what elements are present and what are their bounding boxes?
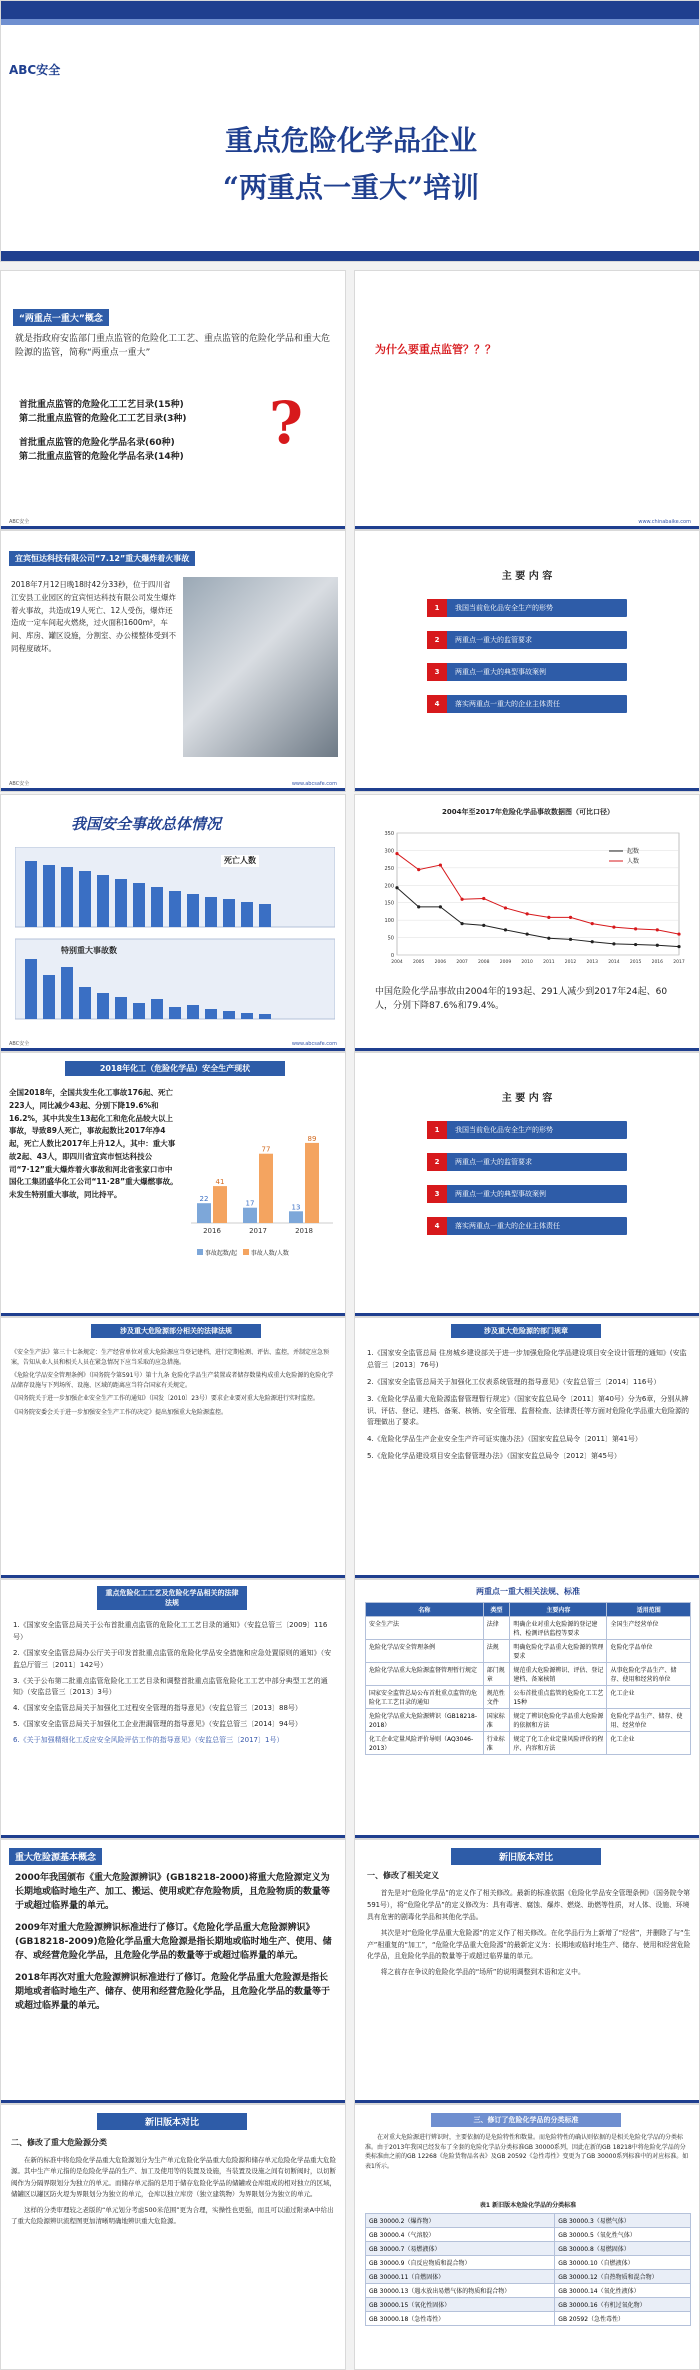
table-cell: 公布首批重点监管的危险化工工艺15种 [510, 1686, 607, 1709]
laws2-item: 3.《危险化学品重大危险源监督管理暂行规定》（国家安监总局令〔2011〕第40号）分为6章，分别从辨识、评估、登记、建档、备案、核销、安全管理、监督检查、法律责任等方面对危险化学品重大危险源的管理做出了要求。 [367, 1394, 689, 1427]
law-table [365, 1602, 691, 1755]
table-cell: GB 30000.9（自反应物质和混合物） [366, 2256, 555, 2270]
table-cell: 化工企业 [607, 1732, 691, 1755]
new2-subtitle: 二、修改了重大危险源分类 [11, 2138, 107, 2147]
y-tick-label: 300 [384, 848, 394, 855]
table-header: 两重点一重大相关法规、标准 [476, 1587, 580, 1596]
accident-paragraph: 2018年7月12日晚18时42分33秒，位于四川省江安县工业园区的宜宾恒达科技有限公司发生爆炸着火事故，共造成19人死亡、12人受伤，爆炸还造成一定车间起火燃烧，过火面积1600m²，车间、库房、罐区设施，分割室、办公楼整体受到不同程度破坏。 [11, 580, 176, 653]
table-cell: 国家标准 [483, 1709, 510, 1732]
laws1-item: 《国务院关于进一步加强企业安全生产工作的通知》（国发〔2010〕23号）要求企业要对重大危险源进行实时监控。 [11, 1395, 319, 1403]
slide-contents-2 [354, 1052, 700, 1317]
table-row [366, 2242, 691, 2256]
trend-chart [369, 825, 689, 975]
slide-new-1 [354, 1839, 700, 2104]
header-stripe [1, 19, 700, 25]
slide-contents [354, 530, 700, 792]
slide-accident [0, 530, 346, 792]
count-series-point [504, 928, 507, 931]
footer-brand: ABC安全 [9, 1041, 30, 1047]
slide-concept-2 [0, 1839, 346, 2104]
new1-para: 将之前存在争议的危险化学品的“场所”的说明调整到术语和定义中。 [380, 1968, 585, 1977]
laws3-item: 5.《国家安全监管总局关于加强化工企业泄漏管理的指导意见》（安监总管三〔2014〕94号） [13, 1720, 302, 1729]
table-cell: 安全生产法 [366, 1617, 484, 1640]
death-series-point [547, 916, 550, 919]
laws1-item: 《国务院安委会关于进一步加强安全生产工作的决定》提出加强重大危险源监控。 [11, 1408, 228, 1416]
death-series-point [439, 863, 442, 866]
2018-chart [187, 1123, 337, 1243]
count-series-point [569, 938, 572, 941]
table-cell: GB 30000.15（氧化性固体） [366, 2298, 555, 2312]
y-tick-label: 350 [384, 831, 394, 837]
table-cell: 全国生产经营单位 [607, 1617, 691, 1640]
table-row [366, 2256, 691, 2270]
accident-header: 宜宾恒达科技有限公司“7.12”重大爆炸着火事故 [9, 551, 195, 566]
table-cell: GB 30000.7（易燃液体） [366, 2242, 555, 2256]
table-row [366, 1732, 691, 1755]
title-line-2: “两重点一重大”培训 [222, 171, 480, 204]
contents-item-1: 1 我国当前危化品安全生产的形势 [427, 599, 627, 617]
death-series-point [612, 926, 615, 929]
x-tick-label: 2010 [521, 960, 533, 965]
trend-chart-title: 2004年至2017年危险化学品事故数据图（可比口径） [442, 808, 614, 816]
accident-photo [183, 577, 338, 757]
table-row [366, 1663, 691, 1686]
table-row [366, 1686, 691, 1709]
deaths-bar [213, 1186, 227, 1223]
count-series-point [417, 905, 420, 908]
new1-subtitle: 一、修改了相关定义 [367, 1871, 439, 1880]
death-series-point [526, 912, 529, 915]
table-cell: 规定了辨识危险化学品重大危险源的依据和方法 [510, 1709, 607, 1732]
laws2-item: 2.《国家安全监管总局关于加强化工仪表系统管理的指导意见》（安监总管三〔2014〕116号） [367, 1377, 661, 1386]
table-cell: 规定了化工企业定量风险评价的程序、内容和方法 [510, 1732, 607, 1755]
slide-new-2 [0, 2104, 346, 2370]
x-tick-label: 2016 [651, 960, 664, 965]
table-row [366, 2284, 691, 2298]
table-row [366, 2228, 691, 2242]
footer-url: www.chinabaike.com [638, 519, 691, 525]
x-tick-label: 2007 [456, 960, 468, 965]
table-cell: 法规 [483, 1640, 510, 1663]
count-bar [289, 1211, 303, 1223]
table-cell: 从事危险化学品生产、储存、使用和经营的单位 [607, 1663, 691, 1686]
deaths-bar [259, 1154, 273, 1223]
laws3-item: 4.《国家安全监管总局关于加强化工过程安全管理的指导意见》（安监总管三〔2013〕88号） [13, 1704, 302, 1713]
concept-paragraph: 就是指政府安监部门重点监管的危险化工工艺、重点监管的危险化学品和重大危险源的监管，简称“两重点一重大” [15, 334, 331, 358]
slide-laws-2 [354, 1317, 700, 1579]
footer-brand: ABC安全 [9, 519, 30, 525]
death-series-point [395, 852, 398, 855]
death-series-point [417, 868, 420, 871]
x-tick-label: 2004 [391, 960, 403, 965]
new2-para: 这样的分类审理较之老版的“单元划分考虑500米范围”更为合理，实操性也更强，而且可以通过附录A中给出了重大危险源辨识流程图更加清晰明确地辨识重大危险源。 [11, 2205, 334, 2225]
table-cell: 危险化学品单位 [607, 1640, 691, 1663]
overall-legend-1: 死亡人数 [221, 855, 259, 867]
table-cell: 部门规章 [483, 1663, 510, 1686]
table-cell: GB 30000.12（自热物质和混合物） [555, 2270, 691, 2284]
trend-summary: 中国危险化学品事故由2004年的193起、291人减少到2017年24起、60人，分别下降87.6%和79.4%。 [375, 987, 668, 1012]
laws1-header: 涉及重大危险源部分相关的法律法规 [91, 1324, 261, 1338]
legend-label: 起数 [627, 848, 640, 855]
overall-title: 我国安全事故总体情况 [71, 815, 222, 833]
new2-para: 在新的标准中将危险化学品重大危险源划分为生产单元危险化学品重大危险源和储存单元危险化学品重大危险源。其中生产单元指的是危险化学品的生产、加工及使用等的装置及设施，当装置及设施之间有切断阀时，以切断阀作为分隔界限划分为独立的单元。而储存单元指的是用于储存危险化学品的储罐或仓库组成的相对独立的区域，储罐区以罐区防火堤为界限划分为独立的单元，仓库以独立库房（独立建筑物）为界限划分为独立的单元。 [11, 2156, 336, 2199]
slide-2018 [0, 1052, 346, 1317]
contents-item-2: 2 两重点一重大的监管要求 [427, 1153, 627, 1171]
table-cell: 行业标准 [483, 1732, 510, 1755]
contents-item-3: 3 两重点一重大的典型事故案例 [427, 663, 627, 681]
x-tick-label: 2005 [412, 960, 425, 965]
slide-new-3 [354, 2104, 700, 2370]
new1-para: 其次是对“危险化学品重大危险源”的定义作了相关修改。在化学品行为上新增了“经营”，并删除了与“生产”相重复的“加工”，“危险化学品重大危险源”的最新定义为：长期地或临时地生产、储存、使用和经营危险化学品，且危险化学品的数量等于或超过临界量的单元。 [367, 1928, 691, 1961]
death-series-point [460, 898, 463, 901]
year-label: 2018 [295, 1227, 313, 1235]
concept-list-item: 第二批重点监管的危险化工工艺目录(3种) [19, 413, 187, 424]
table-cell: GB 30000.14（氧化性液体） [555, 2284, 691, 2298]
laws1-item: 《安全生产法》第三十七条规定：生产经营单位对重大危险源应当登记建档，进行定期检测、评估、监控，并制定应急预案，告知从业人员和相关人员在紧急情况下应当采取的应急措施。 [11, 1349, 330, 1366]
count-series-point [439, 905, 442, 908]
title-line-1: 重点危险化学品企业 [224, 124, 477, 157]
brand-logo: ABC安全 [9, 63, 61, 77]
table-cell: GB 20592（急性毒性） [555, 2312, 691, 2326]
table-cell: GB 30000.8（易燃固体） [555, 2242, 691, 2256]
2018-text: 全国2018年，全国共发生化工事故176起、死亡223人，同比减少43起、分别下降19.6%和16.2%，其中共发生13起化工和危化品较大以上事故，导致89人死亡，事故起数比2017年净4起，死亡人数比2017年上升12人，其中：重大事故2起、43人，即四川省宜宾市恒达科技公司“7·12”重大爆炸着火事故和河北省张家口市中国化工集团盛华化工公司“11·28”重大爆燃事故。未发生特别重大事故，同比持平。 [9, 1088, 178, 1199]
death-series-point [677, 932, 680, 935]
concept-tag: “两重点一重大”概念 [13, 309, 109, 326]
footer-band [1, 251, 700, 261]
table-cell: 化工企业 [607, 1686, 691, 1709]
table-cell: 规范性文件 [483, 1686, 510, 1709]
2018-legend-deaths: 事故人数/人数 [250, 1250, 289, 1257]
table-cell: GB 30000.13（遇水放出易燃气体的物质和混合物） [366, 2284, 555, 2298]
x-tick-label: 2015 [629, 960, 642, 965]
count-series-point [547, 937, 550, 940]
overall-chart [15, 847, 335, 1022]
year-label: 2016 [203, 1227, 221, 1235]
deaths-label: 41 [215, 1178, 225, 1187]
count-series-point [460, 922, 463, 925]
count-series-point [591, 940, 594, 943]
deaths-bar [305, 1143, 319, 1223]
concept2-para: 2009年对重大危险源辨识标准进行了修订。《危险化学品重大危险源辨识》(GB18218-2009)危险化学品重大危险源是指长期地或临时地生产、使用、储存、或经营危险化学品，且危险化学品的数量等于或超过临界量的单元。 [15, 1922, 332, 1961]
table-cell: GB 30000.3（易燃气体） [555, 2214, 691, 2228]
table-row [366, 2298, 691, 2312]
count-bar [243, 1208, 257, 1223]
table-cell: GB 30000.4（气溶胶） [366, 2228, 555, 2242]
laws3-item: 1.《国家安全监管总局关于公布首批重点监管的危险化工工艺目录的通知》（安监总管三〔2009〕116号） [13, 1621, 328, 1641]
laws2-header: 涉及重大危险源的部门规章 [451, 1324, 601, 1338]
deaths-label: 89 [307, 1134, 317, 1143]
table-cell: 危险化学品安全管理条例 [366, 1640, 484, 1663]
footer-brand: ABC安全 [9, 781, 30, 787]
table-cell: GB 30000.16（有机过氧化物） [555, 2298, 691, 2312]
new3-header: 三、修订了危险化学品的分类标准 [431, 2113, 621, 2127]
slide-laws-3 [0, 1579, 346, 1839]
x-tick-label: 2006 [434, 960, 447, 965]
contents-item-4: 4 落实两重点一重大的企业主体责任 [427, 1217, 627, 1235]
new3-para: 在对重大危险源进行辨识时，主要依据的是危险特性和数量。而危险特性的确认则依据的是相关危险化学品的分类标准。由于2013年我国已经发布了全套的危险化学品分类标准GB 30000系列，因此在新的GB 18218中将危险化学品的分类标准由之前的GB 12268《危险货物品名表》及GB 20592《急性毒性》变更为了GB 30000系列标准中的对应标准。如表1所示。 [365, 2134, 689, 2170]
why-question: 为什么要重点监管？？？ [375, 343, 496, 356]
concept2-para: 2000年我国颁布《重大危险源辨识》(GB18218-2000)将重大危险源定义为长期地或临时地生产、加工、搬运、使用或贮存危险物质，且危险物质的数量等于或超过临界量的单元。 [15, 1873, 331, 1911]
y-tick-label: 200 [384, 883, 394, 890]
x-tick-label: 2013 [586, 960, 598, 965]
death-series-point [634, 927, 637, 930]
count-series-point [526, 932, 529, 935]
contents-item-3: 3 两重点一重大的典型事故案例 [427, 1185, 627, 1203]
title-slide [0, 0, 700, 262]
concept2-header: 重大危险源基本概念 [9, 1848, 102, 1865]
footer-url: www.abcsafe.com [291, 1041, 337, 1047]
table-column-header: 类型 [483, 1603, 510, 1617]
table-row [366, 2312, 691, 2326]
y-tick-label: 250 [384, 865, 394, 872]
year-label: 2017 [249, 1227, 267, 1235]
slide-trend [354, 794, 700, 1052]
laws3-item: 2.《国家安全监管总局办公厅关于印发首批重点监管的危险化学品安全措施和应急处置原则的通知》（安监总厅管三〔2011〕142号） [13, 1648, 332, 1669]
table-row [366, 1709, 691, 1732]
table-cell: GB 30000.18（急性毒性） [366, 2312, 555, 2326]
table-cell: 国家安全监管总局公布首批重点监管的危险化工工艺目录的通知 [366, 1686, 484, 1709]
x-tick-label: 2008 [478, 960, 490, 965]
new1-para: 首先是对“危险化学品”的定义作了相关修改。最新的标准依据《危险化学品安全管理条例》（国务院令第591号），将“危险化学品”的定义修改为：具有毒害、腐蚀、爆炸、燃烧、助燃等性质，对人体、设施、环境具有危害的剧毒化学品和其他化学品。 [367, 1889, 691, 1921]
laws2-item: 1.《国家安全监管总局 住房城乡建设部关于进一步加强危险化学品建设项目安全设计管理的通知》(安监总管三〔2013〕76号) [367, 1349, 687, 1369]
table-cell: GB 30000.10（自燃液体） [555, 2256, 691, 2270]
death-series-point [504, 906, 507, 909]
count-series-point [634, 943, 637, 946]
slide-why [354, 270, 700, 530]
y-tick-label: 50 [387, 935, 394, 942]
table-cell: 危险化学品生产、储存、使用、经营单位 [607, 1709, 691, 1732]
concept-list-item: 首批重点监管的危险化工工艺目录(15种) [19, 400, 184, 410]
new2-header: 新旧版本对比 [97, 2113, 247, 2130]
table-cell: 化工企业定量风险评价导则（AQ3046-2013） [366, 1732, 484, 1755]
count-bar [197, 1203, 211, 1223]
death-series-point [482, 897, 485, 900]
table-cell: 危险化学品重大危险源辨识（GB18218-2018） [366, 1709, 484, 1732]
new1-header: 新旧版本对比 [451, 1848, 601, 1865]
contents-title: 主 要 内 容 [501, 571, 553, 582]
table-cell: 明确企业对重大危险源的登记建档、检测评估监控等要求 [510, 1617, 607, 1640]
contents-title: 主 要 内 容 [501, 1093, 553, 1104]
footer-url: www.abcsafe.com [291, 781, 337, 787]
deaths-label: 77 [261, 1145, 271, 1154]
x-tick-label: 2009 [499, 960, 512, 965]
table-cell: GB 30000.5（氧化性气体） [555, 2228, 691, 2242]
count-series-point [482, 924, 485, 927]
death-series-point [569, 916, 572, 919]
table-column-header: 名称 [366, 1603, 484, 1617]
count-series-point [677, 945, 680, 948]
new3-table-title: 表1 新旧版本危险化学品的分类标准 [479, 2202, 577, 2209]
header-band [1, 1, 700, 19]
slide-laws-1 [0, 1317, 346, 1579]
question-mark-icon: ? [269, 389, 303, 457]
2018-header: 2018年化工（危险化学品）安全生产现状 [65, 1061, 285, 1076]
slide-overall [0, 794, 346, 1052]
table-cell: GB 30000.2（爆炸物） [366, 2214, 555, 2228]
table-cell: 危险化学品重大危险源监督管理暂行规定 [366, 1663, 484, 1686]
death-series-point [656, 928, 659, 931]
laws3-item: 6.《关于加强精细化工反应安全风险评估工作的指导意见》（安监总管三〔2017〕1号） [13, 1736, 284, 1745]
contents-item-1: 1 我国当前危化品安全生产的形势 [427, 1121, 627, 1139]
y-tick-label: 0 [390, 953, 394, 959]
table-row [366, 2270, 691, 2284]
concept2-para: 2018年再次对重大危险源辨识标准进行了修订。危险化学品重大危险源是指长期地或者临时地生产、储存、使用和经营危险化学品，且危险化学品的数量等于或超过临界量的单元。 [15, 1972, 331, 2011]
slide-concept [0, 270, 346, 530]
count-label: 22 [199, 1195, 209, 1204]
overall-legend-2: 特别重大事故数 [61, 946, 117, 955]
count-label: 13 [291, 1203, 301, 1212]
concept-list-item: 首批重点监管的危险化学品名录(60种) [19, 437, 175, 448]
count-series-point [656, 944, 659, 947]
table-cell: 规范重大危险源辨识、评估、登记建档、备案核销 [510, 1663, 607, 1686]
x-tick-label: 2014 [608, 960, 620, 965]
table-row [366, 1617, 691, 1640]
table-row [366, 2214, 691, 2228]
laws2-item: 5.《危险化学品建设项目安全监督管理办法》（国家安监总局令〔2012〕第45号） [367, 1452, 621, 1461]
laws3-header: 重点危险化工工艺及危险化学品相关的法律法规 [97, 1586, 247, 1610]
contents-item-4: 4 落实两重点一重大的企业主体责任 [427, 695, 627, 713]
2018-legend-count: 事故起数/起 [204, 1250, 237, 1257]
table-cell: 明确危险化学品重大危险源的管理要求 [510, 1640, 607, 1663]
count-label: 17 [245, 1199, 255, 1208]
table-row [366, 1640, 691, 1663]
count-series-point [395, 886, 398, 889]
contents-item-2: 2 两重点一重大的监管要求 [427, 631, 627, 649]
table-cell: GB 30000.11（自燃固体） [366, 2270, 555, 2284]
death-series-point [591, 922, 594, 925]
table-column-header: 主要内容 [510, 1603, 607, 1617]
table-column-header: 适用范围 [607, 1603, 691, 1617]
laws1-item: 《危险化学品安全管理条例》（国务院令第591号）第十九条 危险化学品生产装置或者储存数量构成重大危险源的危险化学品储存设施与下列场所、设施、区域的距离应当符合国家有关规定。 [11, 1372, 334, 1389]
laws3-item: 3.《关于公布第二批重点监管危险化工工艺目录和调整首批重点监管危险化工工艺中部分典型工艺的通知》（安监总管三〔2013〕3号） [13, 1676, 328, 1697]
classification-table [365, 2213, 691, 2326]
x-tick-label: 2011 [543, 960, 555, 965]
x-tick-label: 2012 [564, 960, 577, 965]
concept-list-item: 第二批重点监管的危险化学品名录(14种) [19, 451, 184, 462]
x-tick-label: 2017 [673, 960, 685, 965]
legend-label: 人数 [627, 858, 640, 865]
y-tick-label: 150 [384, 900, 394, 907]
slide-table [354, 1579, 700, 1839]
laws2-item: 4.《危险化学品生产企业安全生产许可证实施办法》（国家安监总局令〔2011〕第41号） [367, 1435, 642, 1444]
y-tick-label: 100 [384, 918, 394, 925]
count-series-point [612, 942, 615, 945]
table-cell: 法律 [483, 1617, 510, 1640]
